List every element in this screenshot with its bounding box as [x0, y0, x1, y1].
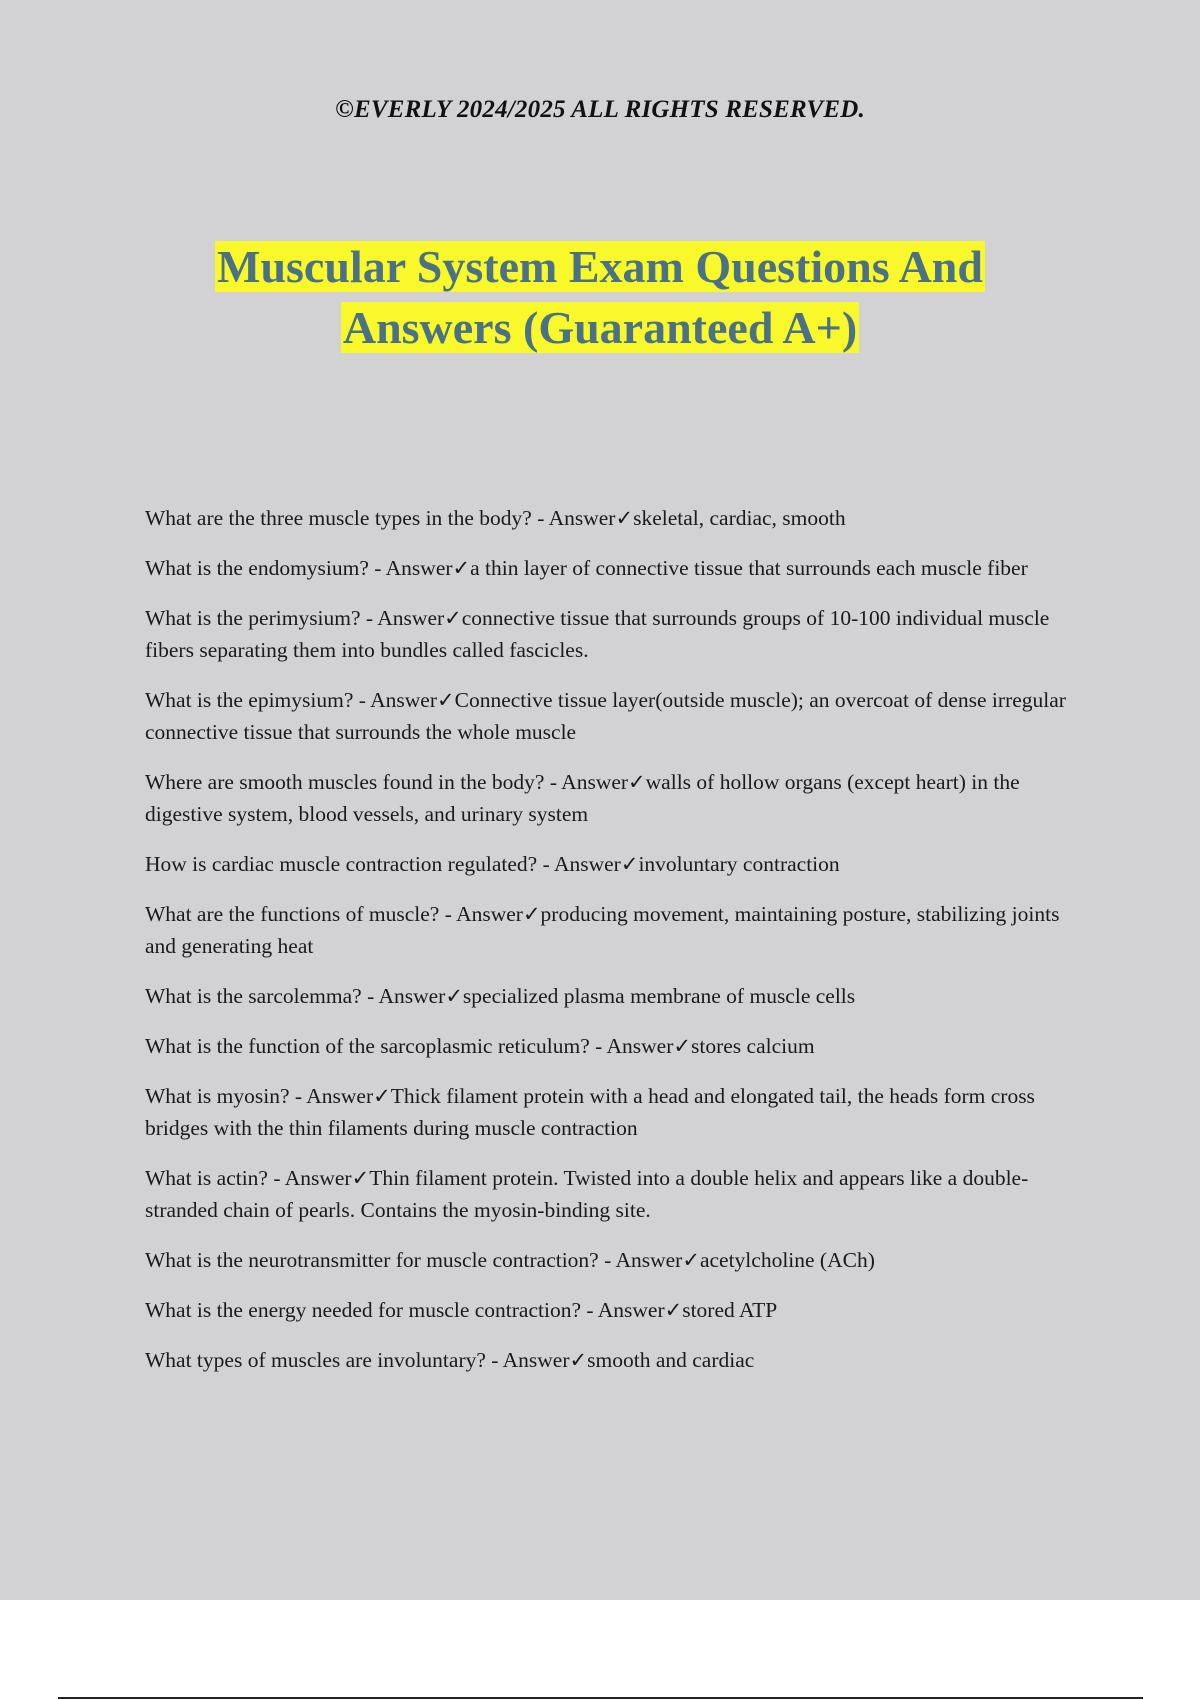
checkmark-icon: ✓ — [351, 1166, 370, 1190]
answer-text: stores calcium — [691, 1034, 815, 1058]
qa-item — [145, 848, 1095, 880]
qa-item — [145, 1162, 1095, 1226]
answer-label: Answer — [306, 1084, 374, 1108]
checkmark-icon: ✓ — [569, 1348, 588, 1372]
bottom-divider — [58, 1697, 1143, 1699]
answer-label: Answer — [377, 606, 445, 630]
separator: - — [267, 1166, 285, 1190]
separator: - — [598, 1248, 616, 1272]
answer-label: Answer — [548, 506, 616, 530]
separator: - — [353, 688, 371, 712]
qa-item — [145, 684, 1095, 748]
question-text: What is the epimysium? — [145, 688, 354, 712]
checkmark-icon: ✓ — [673, 1034, 691, 1058]
question-text: What is actin? — [145, 1166, 268, 1190]
question-text: What is the perimysium? — [145, 606, 361, 630]
qa-item — [145, 1030, 1095, 1062]
separator: - — [544, 770, 562, 794]
answer-label: Answer — [284, 1166, 352, 1190]
separator: - — [360, 606, 378, 630]
qa-item — [145, 1344, 1095, 1376]
answer-label: Answer — [606, 1034, 674, 1058]
checkmark-icon: ✓ — [444, 606, 462, 630]
checkmark-icon: ✓ — [664, 1298, 683, 1322]
qa-item — [145, 898, 1095, 962]
answer-text: acetylcholine (ACh) — [699, 1248, 875, 1272]
checkmark-icon: ✓ — [522, 902, 541, 926]
answer-label: Answer — [553, 852, 621, 876]
question-text: What is the sarcolemma? — [145, 984, 362, 1008]
question-text: What is myosin? — [145, 1084, 290, 1108]
answer-label: Answer — [597, 1298, 665, 1322]
separator: - — [485, 1348, 503, 1372]
question-text: How is cardiac muscle contraction regulated? — [145, 852, 538, 876]
qa-item — [145, 980, 1095, 1012]
answer-text: specialized plasma membrane of muscle cells — [462, 984, 856, 1008]
separator: - — [581, 1298, 598, 1322]
answer-text: Thick filament protein with a head and elongated tail, the heads form cross bridges with the thin filaments during muscle contraction — [145, 1084, 1035, 1140]
answer-text: a thin layer of connective tissue that surrounds each muscle fiber — [470, 556, 1028, 580]
answer-label: Answer — [456, 902, 523, 926]
qa-item — [145, 502, 1095, 534]
answer-text: producing movement, maintaining posture, stabilizing joints and generating heat — [145, 902, 1060, 958]
qa-item — [145, 766, 1095, 830]
answer-label: Answer — [561, 770, 629, 794]
question-text: What are the three muscle types in the body? — [145, 506, 532, 530]
answer-text: smooth and cardiac — [587, 1348, 755, 1372]
separator: - — [537, 852, 554, 876]
checkmark-icon: ✓ — [445, 984, 463, 1008]
answer-text: Thin filament protein. Twisted into a double helix and appears like a double-stranded chain of pearls. Contains the myosin-binding site. — [145, 1166, 1029, 1222]
question-text: What is the neurotransmitter for muscle contraction? — [145, 1248, 599, 1272]
question-text: Where are smooth muscles found in the body? — [145, 770, 545, 794]
qa-item — [145, 1080, 1095, 1144]
answer-label: Answer — [370, 688, 437, 712]
answer-text: Connective tissue layer(outside muscle); an overcoat of dense irregular connective tissue that surrounds the whole muscle — [145, 688, 1066, 744]
question-text: What is the function of the sarcoplasmic reticulum? — [145, 1034, 590, 1058]
checkmark-icon: ✓ — [373, 1084, 391, 1108]
copyright-header: ©EVERLY 2024/2025 ALL RIGHTS RESERVED. — [335, 96, 865, 123]
separator: - — [531, 506, 549, 530]
checkmark-icon: ✓ — [682, 1248, 700, 1272]
checkmark-icon: ✓ — [628, 770, 646, 794]
question-text: What are the functions of muscle? — [145, 902, 440, 926]
qa-item — [145, 602, 1095, 666]
qa-item — [145, 552, 1095, 584]
separator: - — [289, 1084, 307, 1108]
checkmark-icon: ✓ — [452, 556, 471, 580]
title-line-2: Answers (Guaranteed A+) — [342, 302, 858, 353]
separator: - — [589, 1034, 607, 1058]
question-text: What is the endomysium? — [145, 556, 369, 580]
title-line-1: Muscular System Exam Questions And — [217, 241, 983, 292]
answer-label: Answer — [502, 1348, 570, 1372]
checkmark-icon: ✓ — [615, 506, 634, 530]
checkmark-icon: ✓ — [620, 852, 639, 876]
page-title — [100, 236, 1100, 358]
answer-label: Answer — [385, 556, 453, 580]
checkmark-icon: ✓ — [437, 688, 455, 712]
question-text: What types of muscles are involuntary? — [145, 1348, 486, 1372]
qa-item — [145, 1244, 1095, 1276]
question-text: What is the energy needed for muscle contraction? — [145, 1298, 581, 1322]
qa-list — [145, 502, 1095, 1394]
qa-item — [145, 1294, 1095, 1326]
answer-text: connective tissue that surrounds groups of 10-100 individual muscle fibers separating them into bundles called fascicles. — [145, 606, 1050, 662]
answer-text: stored ATP — [682, 1298, 778, 1322]
separator: - — [368, 556, 386, 580]
answer-label: Answer — [615, 1248, 683, 1272]
answer-text: walls of hollow organs (except heart) in the digestive system, blood vessels, and urinary system — [145, 770, 1020, 826]
separator: - — [361, 984, 379, 1008]
separator: - — [439, 902, 457, 926]
answer-text: involuntary contraction — [638, 852, 840, 876]
answer-text: skeletal, cardiac, smooth — [633, 506, 846, 530]
answer-label: Answer — [378, 984, 446, 1008]
